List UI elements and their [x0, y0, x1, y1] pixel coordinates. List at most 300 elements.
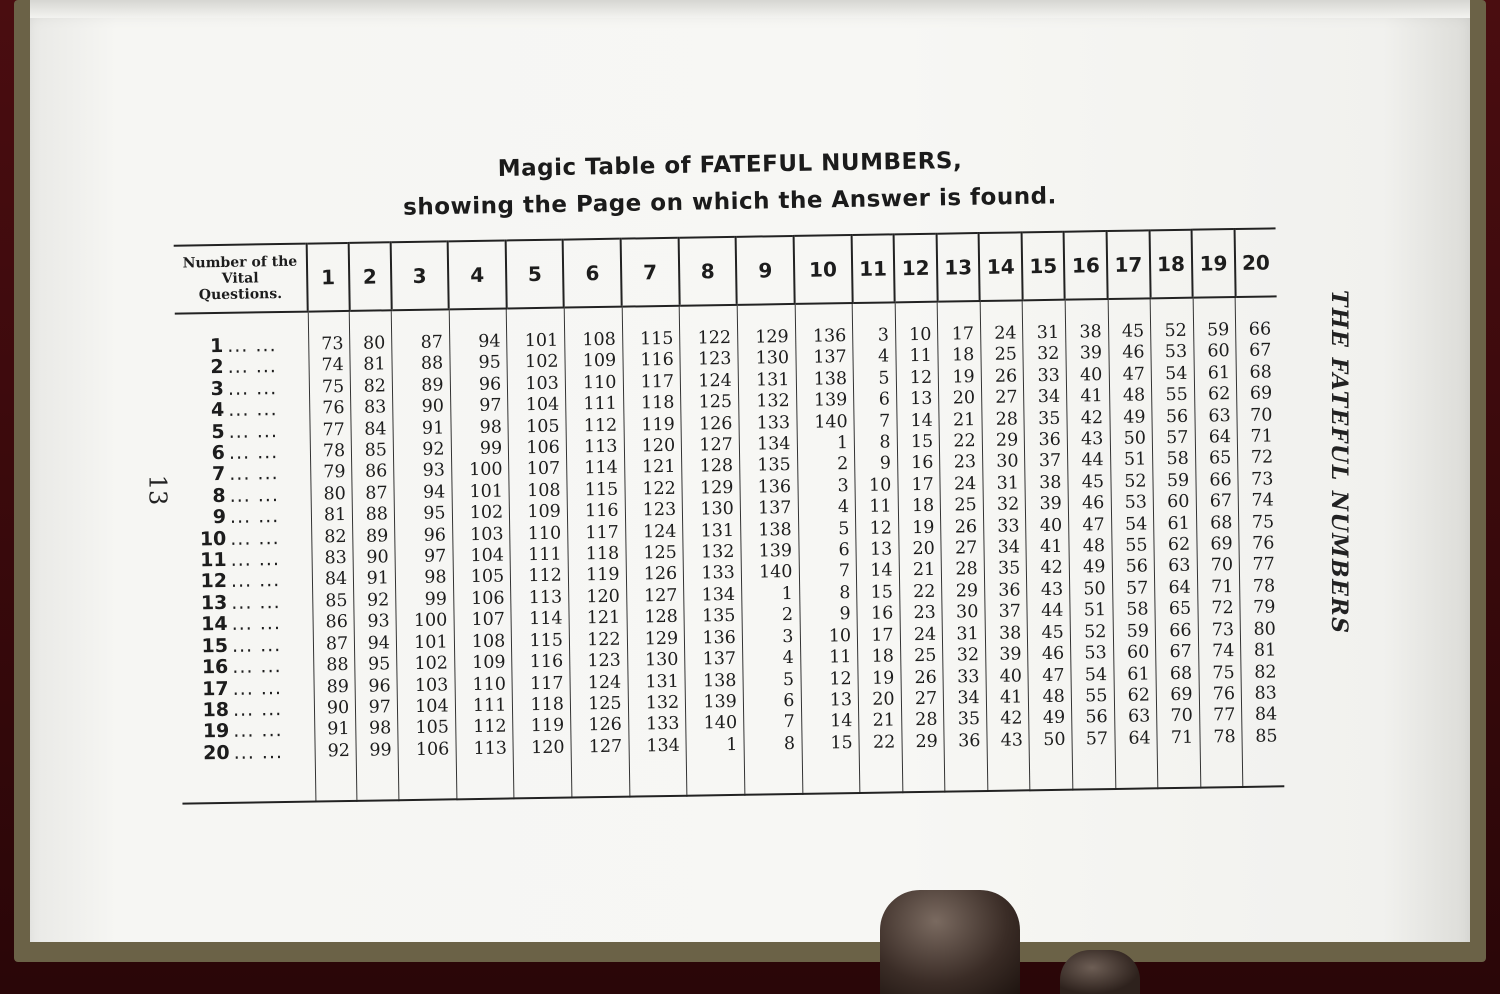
- running-head: THE FATEFUL NUMBERS: [1326, 290, 1352, 635]
- page-number-cell: 122: [642, 478, 676, 500]
- leader-dots: ... ...: [233, 740, 284, 764]
- page-number-cell: 25: [914, 645, 937, 667]
- page-number-cell: 104: [415, 696, 449, 717]
- page-number-cell: 106: [526, 437, 561, 459]
- question-row-label: [201, 720, 314, 743]
- question-number: 6: [211, 441, 226, 465]
- page-number-cell: 95: [478, 352, 502, 374]
- page-number-cell: 75: [321, 376, 345, 398]
- page-number-cell: 4: [877, 346, 890, 368]
- question-row-label: [195, 356, 308, 379]
- data-column-5: [507, 308, 572, 799]
- page-number-cell: 83: [363, 397, 387, 418]
- page-number-cell: 21: [912, 560, 936, 581]
- page-number-cell: 18: [871, 646, 895, 667]
- table-title: Magic Table of FATEFUL NUMBERS,: [497, 147, 963, 183]
- page-number-cell: 40: [1039, 515, 1063, 536]
- page-number-cell: 51: [1083, 600, 1107, 621]
- page-number-cell: 1: [726, 734, 738, 755]
- page-number-cell: 69: [1210, 534, 1233, 555]
- page-number-cell: 11: [869, 496, 892, 518]
- page-number-cell: 97: [479, 395, 502, 417]
- page-number-cell: 63: [1208, 405, 1231, 427]
- page-number-cell: 65: [1168, 599, 1192, 620]
- page-number-cell: 83: [1254, 683, 1278, 704]
- page-number-cell: 22: [953, 431, 976, 452]
- page-number-cell: 15: [910, 431, 934, 453]
- page-number-cell: 140: [758, 562, 793, 584]
- leader-dots: ... ...: [227, 355, 278, 379]
- page-number-cell: 35: [1038, 408, 1061, 429]
- page-number-cell: 5: [782, 669, 795, 690]
- question-number: 9: [212, 506, 227, 529]
- page-number-cell: 37: [1038, 451, 1062, 472]
- page-number-cell: 87: [420, 332, 444, 353]
- page-number-cell: 123: [697, 349, 732, 370]
- page-number-cell: 106: [471, 588, 505, 609]
- page-number-cell: 31: [996, 473, 1020, 494]
- page-number-cell: 138: [702, 670, 737, 691]
- page-number-cell: 120: [586, 586, 621, 608]
- page-number-cell: 133: [756, 412, 791, 434]
- question-row-label: [200, 677, 313, 700]
- data-column-18: [1150, 298, 1200, 789]
- page-number-cell: 88: [365, 504, 389, 525]
- page-number-cell: 73: [321, 334, 344, 355]
- page-number-cell: 109: [527, 501, 562, 523]
- question-row-label: [199, 591, 312, 614]
- page-number-cell: 39: [1039, 494, 1062, 515]
- page-number-cell: 137: [702, 649, 737, 670]
- page-number-cell: 57: [1166, 427, 1189, 449]
- page-number-cell: 2: [837, 454, 849, 475]
- page-number-cell: 82: [363, 376, 387, 397]
- page-number-cell: 75: [1212, 662, 1235, 683]
- page-number-cell: 36: [998, 580, 1021, 601]
- page-number-cell: 53: [1164, 342, 1188, 363]
- page-number-cell: 44: [1041, 601, 1064, 622]
- page-number-cell: 4: [837, 497, 850, 518]
- page-number-cell: 56: [1085, 707, 1108, 728]
- page-number-cell: 61: [1127, 663, 1150, 685]
- page-number-cell: 72: [1211, 598, 1234, 619]
- page-number-cell: 34: [997, 537, 1021, 558]
- page-number-cell: 3: [837, 475, 849, 497]
- page-number-cell: 76: [1212, 683, 1236, 705]
- page-number-cell: 104: [470, 545, 505, 567]
- page-number-cell: 122: [586, 629, 621, 650]
- leader-dots: ... ...: [232, 697, 283, 721]
- page-number-cell: 103: [414, 674, 449, 696]
- page-number-cell: 80: [323, 483, 347, 505]
- question-row-label: [198, 549, 311, 572]
- page-number-cell: 99: [479, 438, 503, 459]
- page-number-cell: 134: [646, 735, 680, 757]
- page-number-cell: 105: [525, 416, 560, 437]
- page-number-cell: 5: [878, 368, 890, 389]
- page-number-cell: 127: [588, 736, 623, 757]
- page-number-cell: 4: [782, 648, 794, 669]
- page-number-cell: 140: [703, 713, 738, 734]
- page-number-cell: 98: [368, 718, 392, 739]
- page-number-cell: 18: [911, 496, 935, 517]
- page-number-cell: 83: [324, 548, 348, 569]
- page-number-cell: 134: [701, 584, 736, 606]
- page-number-cell: 92: [422, 439, 445, 460]
- page-number-cell: 32: [1037, 344, 1060, 365]
- page-number-cell: 19: [912, 517, 935, 538]
- column-header-15: 15: [1021, 232, 1065, 301]
- page-number-cell: 98: [479, 417, 503, 438]
- page-number-cell: 29: [915, 731, 939, 752]
- page-number-cell: 27: [914, 688, 938, 710]
- page-number-cell: 54: [1084, 664, 1108, 685]
- page-number-cell: 37: [998, 601, 1022, 623]
- question-number: 17: [202, 677, 229, 700]
- page-number-cell: 12: [829, 668, 852, 689]
- page-number-cell: 75: [1251, 512, 1275, 533]
- page-number-cell: 84: [1254, 704, 1278, 726]
- column-header-8: 8: [678, 237, 737, 306]
- page-number-cell: 99: [424, 589, 448, 610]
- page-number-cell: 17: [911, 474, 934, 495]
- page-number-cell: 24: [913, 624, 937, 645]
- table-subtitle: showing the Page on which the Answer is found.: [402, 183, 1058, 221]
- page-number-cell: 44: [1081, 450, 1104, 471]
- page-number-cell: 34: [1037, 387, 1061, 408]
- fateful-numbers-table: [174, 227, 1285, 804]
- page-number-cell: 80: [362, 333, 386, 354]
- leader-dots: ... ...: [230, 569, 281, 593]
- page-number-cell: 131: [645, 671, 679, 692]
- page-number-cell: 85: [325, 590, 348, 612]
- page-number-cell: 67: [1209, 491, 1233, 512]
- page-number-cell: 104: [525, 394, 560, 416]
- leader-dots: ... ...: [228, 419, 279, 443]
- data-column-15: [1023, 300, 1073, 791]
- column-header-17: 17: [1107, 230, 1151, 299]
- question-number: 14: [201, 613, 228, 636]
- page-number-cell: 1: [836, 433, 849, 454]
- question-number: 11: [200, 548, 227, 572]
- page-number-cell: 35: [997, 558, 1021, 580]
- page-number-cell: 139: [813, 390, 848, 411]
- page-number-cell: 105: [470, 567, 505, 588]
- page-number-cell: 33: [1037, 365, 1060, 386]
- page-number-cell: 8: [783, 733, 796, 754]
- page-number-cell: 8: [879, 432, 891, 453]
- page-number-cell: 123: [642, 500, 677, 521]
- page-number-cell: 47: [1122, 364, 1146, 385]
- page-number-cell: 90: [421, 396, 445, 418]
- column-header-13: 13: [936, 233, 980, 302]
- page-number-cell: 94: [367, 633, 391, 654]
- page-number-cell: 100: [413, 610, 448, 632]
- page-number-cell: 7: [838, 561, 851, 582]
- page-number-cell: 81: [1253, 640, 1277, 661]
- page-number-cell: 9: [879, 453, 892, 475]
- page-number-cell: 131: [700, 520, 735, 542]
- question-number: 2: [210, 356, 224, 379]
- data-column-17: [1108, 298, 1158, 789]
- page-number-cell: 92: [366, 590, 390, 611]
- page-number-cell: 50: [1043, 729, 1066, 750]
- page-number-cell: 20: [872, 689, 895, 710]
- column-header-14: 14: [979, 232, 1023, 301]
- page-number-cell: 67: [1169, 641, 1193, 663]
- leader-dots: ... ...: [232, 655, 282, 678]
- page-number-cell: 43: [1000, 730, 1024, 751]
- page-number-cell: 93: [422, 460, 446, 482]
- page-number-cell: 24: [953, 473, 977, 495]
- question-number: 16: [201, 655, 229, 679]
- leader-dots: ... ...: [227, 376, 278, 400]
- page-number-cell: 12: [909, 367, 933, 388]
- question-row-label: [199, 613, 312, 636]
- data-column-3: [391, 309, 456, 800]
- page-number-cell: 78: [1213, 726, 1236, 748]
- page-number-cell: 6: [878, 389, 891, 410]
- page-number-cell: 99: [369, 740, 392, 761]
- column-header-19: 19: [1192, 229, 1236, 298]
- page-number-cell: 135: [757, 455, 791, 476]
- page-number-cell: 57: [1125, 578, 1149, 599]
- page-number-cell: 33: [956, 666, 980, 687]
- page-number-cell: 114: [584, 458, 618, 479]
- page-number-cell: 40: [999, 665, 1023, 687]
- page-number-cell: 59: [1126, 621, 1150, 642]
- page-number-cell: 23: [953, 452, 977, 473]
- page-number-cell: 36: [957, 730, 981, 752]
- page-number-cell: 95: [423, 503, 446, 525]
- page-number-cell: 84: [324, 569, 348, 590]
- page-number-cell: 73: [1251, 469, 1274, 490]
- page-number-cell: 129: [699, 477, 734, 499]
- question-number: 10: [199, 527, 227, 550]
- page-number-cell: 98: [424, 567, 447, 589]
- page-number-cell: 118: [530, 694, 565, 716]
- page-number-cell: 119: [641, 414, 675, 435]
- page-number-cell: 116: [584, 500, 619, 522]
- page-number-cell: 56: [1125, 556, 1149, 578]
- page-number-cell: 46: [1081, 493, 1105, 514]
- data-column-9: [737, 304, 802, 795]
- page-number-cell: 126: [643, 564, 678, 585]
- question-number: 13: [200, 591, 228, 615]
- page-number-cell: 26: [954, 516, 978, 538]
- page-number-cell: 124: [698, 370, 732, 392]
- data-column-12: [895, 302, 945, 793]
- page-number-cell: 84: [364, 418, 387, 440]
- page-number-cell: 59: [1206, 320, 1230, 341]
- page-number-cell: 16: [911, 453, 934, 474]
- page-number-cell: 117: [640, 371, 675, 393]
- page-number-cell: 115: [639, 328, 674, 350]
- page-number-cell: 116: [529, 651, 564, 673]
- page-number-cell: 15: [870, 582, 894, 603]
- page-number-cell: 10: [868, 475, 892, 496]
- page-number-cell: 89: [365, 526, 389, 547]
- page-number-cell: 64: [1128, 728, 1151, 749]
- page-number-cell: 85: [364, 440, 388, 461]
- page-number-cell: 6: [783, 690, 795, 712]
- question-row-label: [200, 634, 313, 657]
- page-number-cell: 21: [952, 409, 976, 431]
- page-number-cell: 19: [871, 667, 895, 689]
- page-number-cell: 62: [1127, 685, 1151, 706]
- page-number-cell: 109: [582, 351, 617, 372]
- page-number-cell: 126: [588, 715, 623, 736]
- data-column-8: [679, 305, 744, 796]
- question-number: 7: [211, 463, 226, 486]
- corner-header: [174, 244, 308, 314]
- page-number-cell: 131: [755, 369, 790, 391]
- page-number-cell: 126: [698, 413, 733, 435]
- page-number-cell: 138: [758, 519, 792, 541]
- page-number-cell: 78: [322, 441, 346, 462]
- page-number-cell: 110: [527, 523, 562, 544]
- page-number-cell: 20: [952, 388, 976, 409]
- page-number-cell: 133: [645, 714, 680, 735]
- page-number-cell: 76: [322, 398, 345, 419]
- page-number-cell: 40: [1079, 364, 1103, 386]
- page-number-cell: 111: [472, 695, 507, 716]
- table-body-row: [175, 296, 1285, 803]
- page-number-cell: 81: [363, 354, 386, 376]
- page-number-cell: 137: [757, 498, 792, 519]
- page-number-cell: 71: [1250, 426, 1273, 447]
- page-number-cell: 49: [1123, 407, 1146, 428]
- page-number-cell: 38: [1039, 472, 1062, 493]
- page-number-cell: 112: [473, 716, 507, 738]
- column-header-18: 18: [1149, 230, 1193, 299]
- page-number-cell: 110: [472, 674, 507, 695]
- page-number-cell: 86: [325, 612, 349, 633]
- page-number-cell: 12: [869, 518, 893, 539]
- column-header-10: 10: [794, 235, 853, 304]
- leader-dots: ... ...: [229, 483, 280, 507]
- page-number-cell: 91: [366, 568, 390, 590]
- page-number-cell: 96: [423, 525, 447, 546]
- page-number-cell: 70: [1250, 405, 1273, 426]
- page-number-cell: 32: [956, 645, 980, 666]
- question-number: 12: [200, 570, 228, 593]
- page-number-cell: 101: [469, 481, 504, 502]
- page-number-cell: 91: [327, 719, 350, 740]
- page-number-cell: 97: [423, 546, 447, 567]
- question-row-label: [197, 442, 310, 465]
- page-number-cell: 39: [1079, 343, 1103, 364]
- page-number-cell: 87: [365, 483, 388, 504]
- column-header-9: 9: [736, 236, 795, 305]
- page-number-cell: 89: [326, 676, 350, 697]
- page-number-cell: 47: [1082, 514, 1105, 536]
- page-number-cell: 93: [367, 611, 390, 632]
- page-number-cell: 56: [1165, 406, 1189, 427]
- page-number-cell: 108: [526, 480, 561, 502]
- page-number-cell: 5: [838, 518, 850, 539]
- page-number-cell: 137: [813, 347, 847, 369]
- page-number-cell: 125: [643, 542, 677, 564]
- data-column-6: [564, 307, 629, 798]
- question-number: 15: [201, 634, 229, 657]
- page-number-cell: 73: [1211, 619, 1235, 641]
- leader-dots: ... ...: [229, 462, 279, 486]
- column-header-16: 16: [1064, 231, 1108, 300]
- question-number: 4: [210, 399, 225, 422]
- page-number-cell: 22: [872, 732, 896, 753]
- page-number-cell: 11: [909, 346, 932, 367]
- page-number-cell: 94: [422, 482, 446, 503]
- page-number-cell: 25: [954, 495, 977, 516]
- page-number-cell: 49: [1082, 557, 1106, 578]
- page-number-cell: 134: [756, 434, 791, 455]
- page-number-cell: 110: [582, 372, 617, 394]
- page-number-cell: 128: [699, 456, 734, 477]
- page-number-cell: 113: [583, 436, 618, 458]
- page-number-cell: 108: [582, 329, 616, 351]
- page-number-cell: 1: [781, 583, 793, 605]
- page-number-cell: 109: [472, 652, 506, 674]
- page-number-cell: 18: [951, 345, 975, 366]
- page-number-cell: 100: [469, 459, 503, 481]
- page-number-cell: 68: [1169, 663, 1193, 684]
- page-number-cell: 106: [415, 739, 450, 760]
- column-header-5: 5: [505, 240, 564, 309]
- page-number-cell: 69: [1170, 684, 1193, 705]
- column-header-12: 12: [894, 234, 938, 303]
- page-number-cell: 130: [755, 348, 790, 369]
- page-number-cell: 23: [913, 603, 936, 624]
- page-number-cell: 31: [1036, 322, 1060, 344]
- page-number-cell: 3: [782, 626, 794, 647]
- question-number: 19: [202, 720, 230, 743]
- page-number-cell: 26: [994, 366, 1018, 387]
- page-number-cell: 8: [839, 582, 851, 604]
- question-row-label: [200, 656, 313, 679]
- page-number-cell: 78: [1252, 576, 1276, 597]
- page-number-cell: 62: [1207, 384, 1231, 405]
- page-number-cell: 10: [828, 625, 852, 647]
- page-number-cell: 63: [1127, 706, 1151, 728]
- corner-header-line: Questions.: [198, 285, 283, 304]
- page-number-cell: 127: [643, 585, 678, 607]
- page-number-cell: 136: [757, 476, 792, 498]
- page-number-cell: 135: [701, 606, 736, 627]
- column-header-4: 4: [448, 240, 507, 309]
- page-number-cell: 97: [368, 697, 392, 718]
- page-number-cell: 121: [641, 457, 676, 478]
- leader-dots: ... ...: [231, 633, 282, 657]
- page-number-cell: 136: [812, 326, 847, 347]
- page-number-cell: 35: [957, 709, 981, 730]
- page-number-cell: 49: [1042, 708, 1066, 729]
- page-number-cell: 132: [645, 692, 680, 714]
- page-number-cell: 21: [872, 710, 896, 732]
- page-number-cell: 45: [1081, 471, 1105, 493]
- page-number-cell: 119: [530, 715, 565, 737]
- page-number-cell: 74: [321, 355, 345, 376]
- page-number-cell: 88: [420, 353, 444, 375]
- page-number-cell: 38: [998, 623, 1022, 644]
- page-number-cell: 52: [1124, 471, 1147, 492]
- page-number-cell: 50: [1083, 578, 1106, 600]
- page-number-cell: 3: [877, 325, 890, 346]
- page-number-cell: 60: [1126, 642, 1150, 663]
- page-number-cell: 77: [1212, 705, 1236, 726]
- page-number-cell: 46: [1041, 643, 1065, 665]
- page-number-cell: 14: [910, 410, 933, 431]
